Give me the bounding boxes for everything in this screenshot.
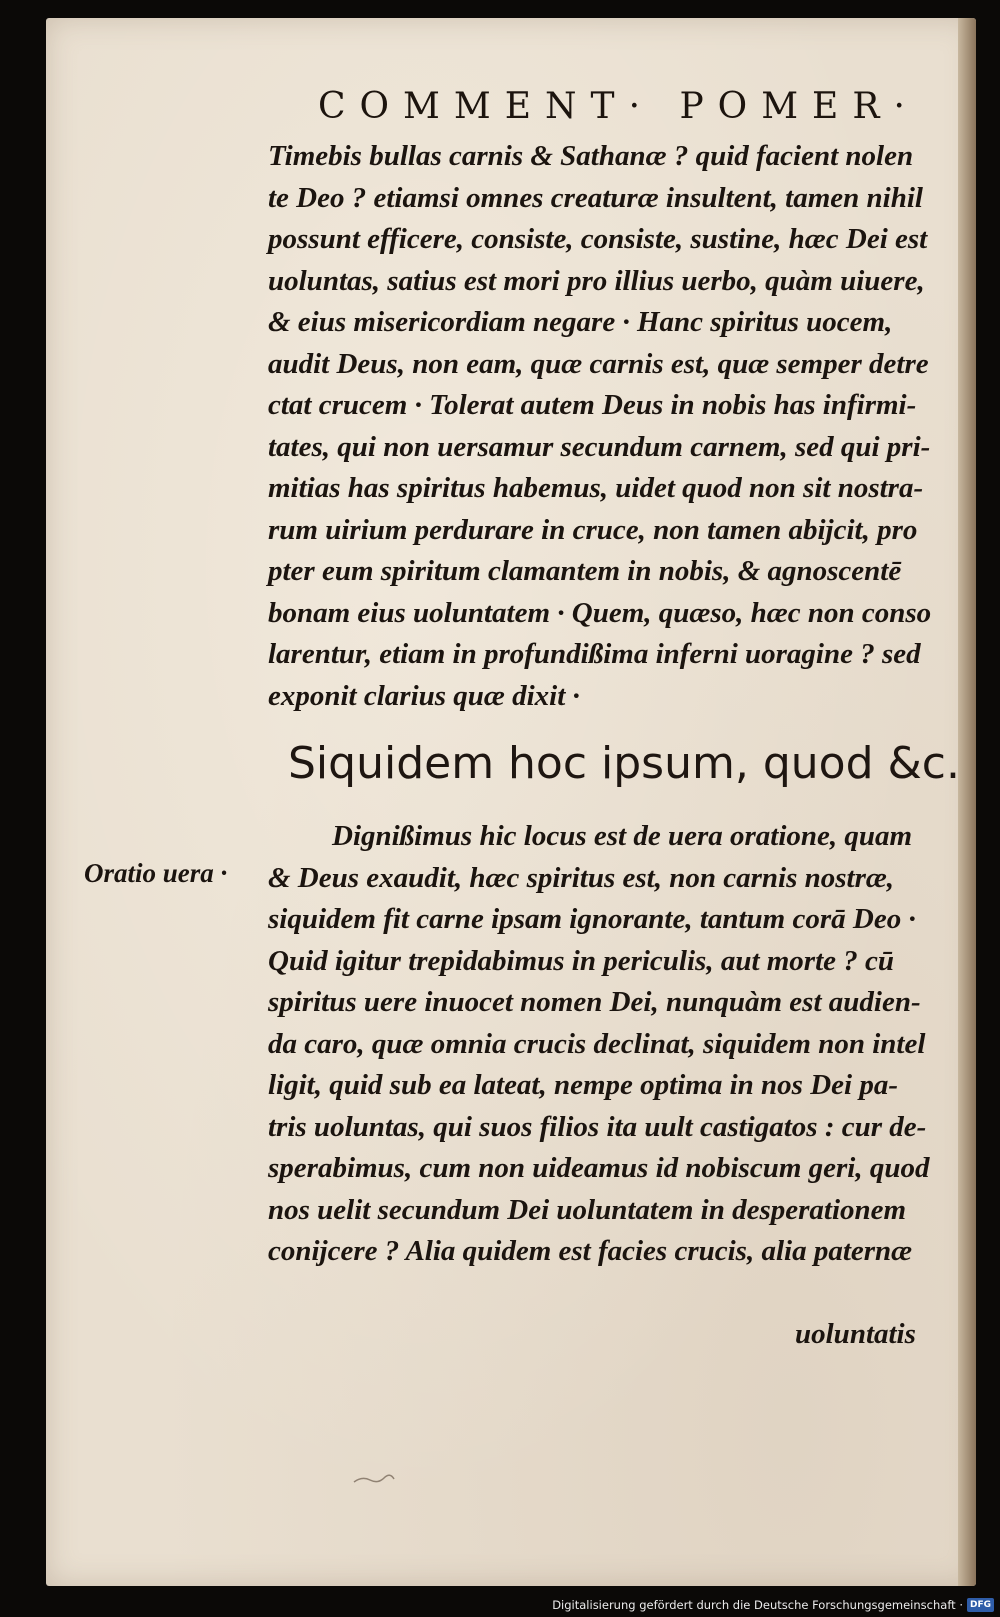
page-gutter [958,18,976,1586]
text-line: tris uoluntas, qui suos filios ita uult castigatos : cur de- [268,1110,927,1143]
credit-text: Digitalisierung gefördert durch die Deutsche Forschungsgemeinschaft · [552,1598,963,1612]
text-line: te Deo ? etiamsi omnes creaturæ insultent, tamen nihil [268,181,923,214]
text-line: Timebis bullas carnis & Sathanæ ? quid facient nolen [268,140,914,172]
text-line: conijcere ? Alia quidem est facies crucis, alia paternæ [268,1235,913,1267]
text-line: & eius misericordiam negare · Hanc spiritus uocem, [268,306,893,338]
text-line: possunt efficere, consiste, consiste, sustine, hæc Dei est [268,223,928,255]
text-line: mitias has spiritus habemus, uidet quod non sit nostra- [268,472,924,504]
text-line: uoluntas, satius est mori pro illius uerbo, quàm uiuere, [268,264,925,297]
running-header: COMMENT· POMER· [318,86,919,127]
text-line: Quid igitur trepidabimus in periculis, aut morte ? cū [268,944,895,977]
text-line: da caro, quæ omnia crucis declinat, siquidem non intel [268,1027,926,1060]
text-line: ligit, quid sub ea lateat, nempe optima in nos Dei pa- [268,1069,898,1101]
text-line: & Deus exaudit, hæc spiritus est, non carnis nostræ, [268,861,895,894]
text-line: pter eum spiritum clamantem in nobis, & agnoscentē [268,555,902,587]
text-line: ctat crucem · Tolerat autem Deus in nobis has infirmi- [268,389,917,421]
text-line: rum uirium perdurare in cruce, non tamen abijcit, pro [268,513,918,546]
text-line: sperabimus, cum non uideamus id nobiscum geri, quod [268,1152,930,1184]
body-text-2 [268,816,930,1273]
dfg-logo-icon: DFG [967,1598,994,1612]
section-heading: Siquidem hoc ipsum, quod &c. [288,738,960,789]
text-line: Dignißimus hic locus est de uera oratione, quam [332,820,913,852]
text-line: tates, qui non uersamur secundum carnem, sed qui pri- [268,430,931,463]
text-line: bonam eius uoluntatem · Quem, quæso, hæc non conso [268,596,932,629]
text-line: audit Deus, non eam, quæ carnis est, quæ semper detre [268,347,929,380]
digitization-credit [552,1596,994,1614]
text-line: larentur, etiam in profundißima inferni uoragine ? sed [268,638,921,670]
ink-smudge [352,1474,396,1484]
text-line: nos uelit secundum Dei uoluntatem in desperationem [268,1193,907,1226]
text-line: siquidem fit carne ipsam ignorante, tantum corā Deo · [268,903,916,935]
catchword: uoluntatis [795,1318,916,1350]
body-text-1 [268,136,931,717]
text-line: exponit clarius quæ dixit · [268,679,580,712]
text-line: spiritus uere inuocet nomen Dei, nunquàm est audien- [268,986,921,1018]
margin-note: Oratio uera · [84,858,228,888]
